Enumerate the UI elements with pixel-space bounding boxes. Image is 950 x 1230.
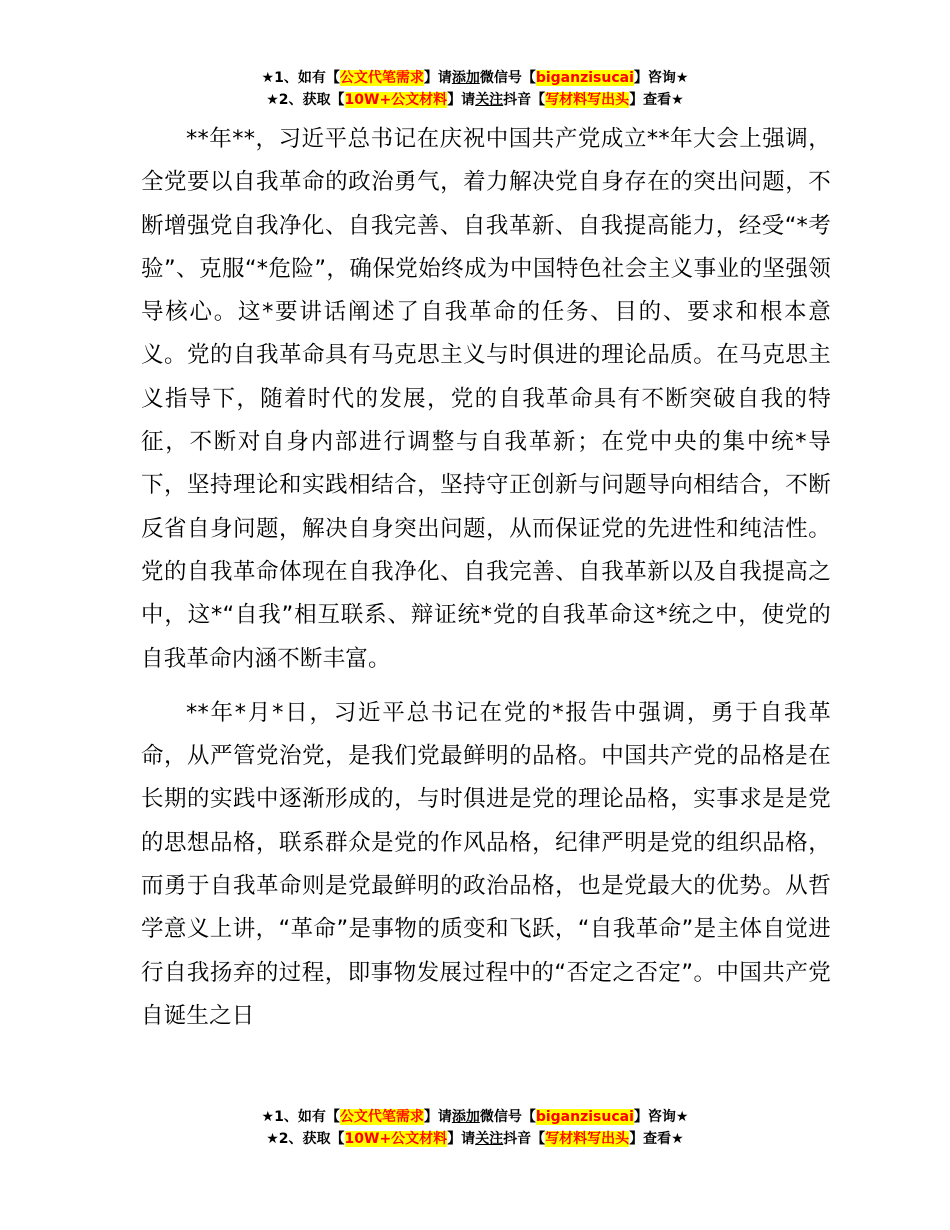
- highlight-wechat-id: biganzisucai: [535, 1109, 634, 1125]
- paragraph-2: **年*月*日，习近平总书记在党的*报告中强调，勇于自我革命，从严管党治党，是我们党最鲜明的品格。中国共产党的品格是在长期的实践中逐渐形成的，与时俱进是党的理论品格，实事求是是党的思想品格，联系群众是党的作风品格，纪律严明是党的组织品格，而勇于自我革命则是党最鲜明的政治品格，也是党最大的优势。从哲学意义上讲，“革命”是事物的质变和飞跃，“自我革命”是主体自觉进行自我扬弃的过程，即事物发展过程中的“否定之否定”。中国共产党自诞生之日: [141, 699, 831, 1029]
- banner-text: ★1、如有【: [261, 1109, 340, 1125]
- banner-text: 】咨询★: [633, 70, 689, 86]
- document-body: [141, 118, 831, 1038]
- banner-line-2: [0, 89, 950, 111]
- underlined-follow: 关注: [475, 1131, 504, 1147]
- banner-text: 】请: [447, 92, 476, 108]
- banner-text: ★1、如有【: [261, 70, 340, 86]
- banner-text: 抖音【: [503, 1131, 546, 1147]
- highlight-douyin-account: 写材料写出头: [545, 92, 630, 108]
- highlight-writing-service: 公文代笔需求: [339, 70, 424, 86]
- banner-line-2: [0, 1128, 950, 1150]
- underlined-add: 添加: [451, 70, 480, 86]
- banner-text: 】查看★: [629, 92, 684, 108]
- footer-banner: [0, 1106, 950, 1150]
- banner-text: ★2、获取【: [266, 1131, 345, 1147]
- banner-text: 微信号【: [479, 70, 536, 86]
- underlined-follow: 关注: [475, 92, 504, 108]
- highlight-materials: 10W+公文材料: [344, 92, 448, 108]
- highlight-materials: 10W+公文材料: [344, 1131, 448, 1147]
- banner-text: 微信号【: [479, 1109, 536, 1125]
- highlight-writing-service: 公文代笔需求: [339, 1109, 424, 1125]
- highlight-wechat-id: biganzisucai: [535, 70, 634, 86]
- highlight-douyin-account: 写材料写出头: [545, 1131, 630, 1147]
- banner-text: 】请: [447, 1131, 476, 1147]
- underlined-add: 添加: [451, 1109, 480, 1125]
- banner-text: ★2、获取【: [266, 92, 345, 108]
- banner-text: 抖音【: [503, 92, 546, 108]
- header-banner: [0, 67, 950, 111]
- banner-text: 】请: [423, 70, 452, 86]
- banner-text: 】查看★: [629, 1131, 684, 1147]
- banner-text: 】请: [423, 1109, 452, 1125]
- banner-line-1: [0, 1106, 950, 1128]
- banner-line-1: [0, 67, 950, 89]
- banner-text: 】咨询★: [633, 1109, 689, 1125]
- paragraph-1: **年**，习近平总书记在庆祝中国共产党成立**年大会上强调，全党要以自我革命的政治勇气，着力解决党自身存在的突出问题，不断增强党自我净化、自我完善、自我革新、自我提高能力，经受“*考验”、克服“*危险”，确保党始终成为中国特色社会主义事业的坚强领导核心。这*要讲话阐述了自我革命的任务、目的、要求和根本意义。党的自我革命具有马克思主义与时俱进的理论品质。在马克思主义指导下，随着时代的发展，党的自我革命具有不断突破自我的特征，不断对自身内部进行调整与自我革新；在党中央的集中统*导下，坚持理论和实践相结合，坚持守正创新与问题导向相结合，不断反省自身问题，解决自身突出问题，从而保证党的先进性和纯洁性。党的自我革命体现在自我净化、自我完善、自我革新以及自我提高之中，这*“自我”相互联系、辩证统*党的自我革命这*统之中，使党的自我革命内涵不断丰富。: [141, 126, 831, 672]
